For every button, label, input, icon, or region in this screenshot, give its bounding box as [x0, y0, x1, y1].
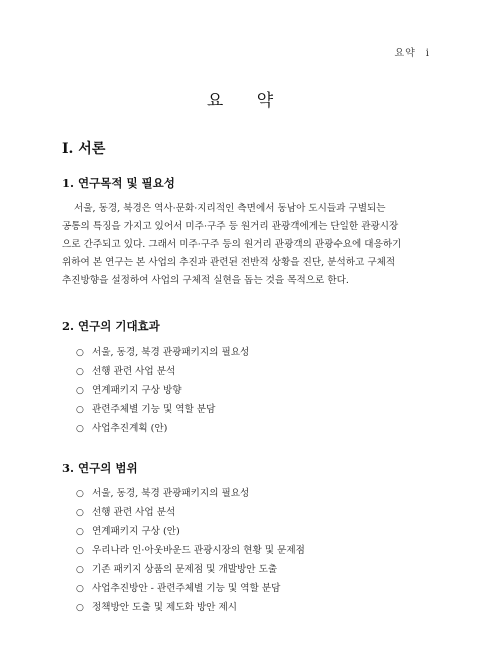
list-item-text: 서울, 동경, 북경 관광패키지의 필요성 [92, 488, 250, 499]
section-heading-introduction: Ⅰ. 서론 [62, 141, 106, 157]
paragraph-line: 서울, 동경, 북경은 역사·문화·지리적인 측면에서 동남아 도시들과 구별되는 [74, 203, 386, 214]
expected-effects-list [76, 343, 249, 438]
bullet-circle-icon: ○ [76, 527, 84, 537]
list-item-text: 연계패키지 구상 (안) [92, 526, 180, 537]
paragraph-line: 공통의 특징을 가지고 있어서 미주·구주 등 원거리 관광객에게는 단일한 관광시장 [62, 221, 399, 232]
list-item-text: 서울, 동경, 북경 관광패키지의 필요성 [92, 347, 250, 358]
bullet-circle-icon: ○ [76, 565, 84, 575]
list-item [76, 522, 305, 541]
list-item-text: 사업추진방안 - 관련주체별 기능 및 역할 분담 [92, 583, 281, 594]
list-item [76, 343, 249, 362]
paragraph-line: 으로 간주되고 있다. 그래서 미주·구주 등의 원거리 관광객의 관광수요에 대응하기 [62, 239, 402, 250]
bullet-circle-icon: ○ [76, 546, 84, 556]
list-item [76, 362, 249, 381]
list-item-text: 정책방안 도출 및 제도화 방안 제시 [92, 602, 237, 613]
running-header-separator: i [425, 48, 430, 59]
list-item [76, 579, 305, 598]
bullet-circle-icon: ○ [76, 584, 84, 594]
list-item-text: 연계패키지 구상 방향 [92, 385, 182, 396]
bullet-circle-icon: ○ [76, 603, 84, 613]
bullet-circle-icon: ○ [76, 489, 84, 499]
bullet-circle-icon: ○ [76, 348, 84, 358]
bullet-circle-icon: ○ [76, 508, 84, 518]
running-header-title: 요약 [394, 48, 416, 59]
purpose-paragraph [62, 200, 422, 290]
subsection-heading-purpose: 1. 연구목적 및 필요성 [62, 176, 175, 190]
subsection-heading-expected-effects: 2. 연구의 기대효과 [62, 319, 160, 333]
list-item-text: 우리나라 인·아웃바운드 관광시장의 현황 및 문제점 [92, 545, 305, 556]
list-item [76, 419, 249, 438]
list-item [76, 400, 249, 419]
paragraph-line: 추진방향을 설정하여 사업의 구체적 실현을 돕는 것을 목적으로 한다. [62, 275, 349, 286]
list-item-text: 사업추진계획 (안) [92, 423, 168, 434]
running-header [394, 44, 430, 59]
list-item [76, 560, 305, 579]
list-item [76, 381, 249, 400]
list-item-text: 관련주체별 기능 및 역할 분담 [92, 404, 216, 415]
list-item-text: 선행 관련 사업 분석 [92, 366, 176, 377]
list-item [76, 541, 305, 560]
list-item-text: 선행 관련 사업 분석 [92, 507, 176, 518]
list-item-text: 기존 패키지 상품의 문제점 및 개발방안 도출 [92, 564, 278, 575]
bullet-circle-icon: ○ [76, 386, 84, 396]
bullet-circle-icon: ○ [76, 424, 84, 434]
paragraph-line: 위하여 본 연구는 본 사업의 추진과 관련된 전반적 상황을 진단, 분석하고 구체적 [62, 257, 396, 268]
bullet-circle-icon: ○ [76, 405, 84, 415]
bullet-circle-icon: ○ [76, 367, 84, 377]
subsection-heading-scope: 3. 연구의 범위 [62, 461, 138, 475]
list-item [76, 598, 305, 617]
page-title: 요 약 [206, 91, 288, 111]
scope-list [76, 484, 305, 617]
list-item [76, 503, 305, 522]
list-item [76, 484, 305, 503]
